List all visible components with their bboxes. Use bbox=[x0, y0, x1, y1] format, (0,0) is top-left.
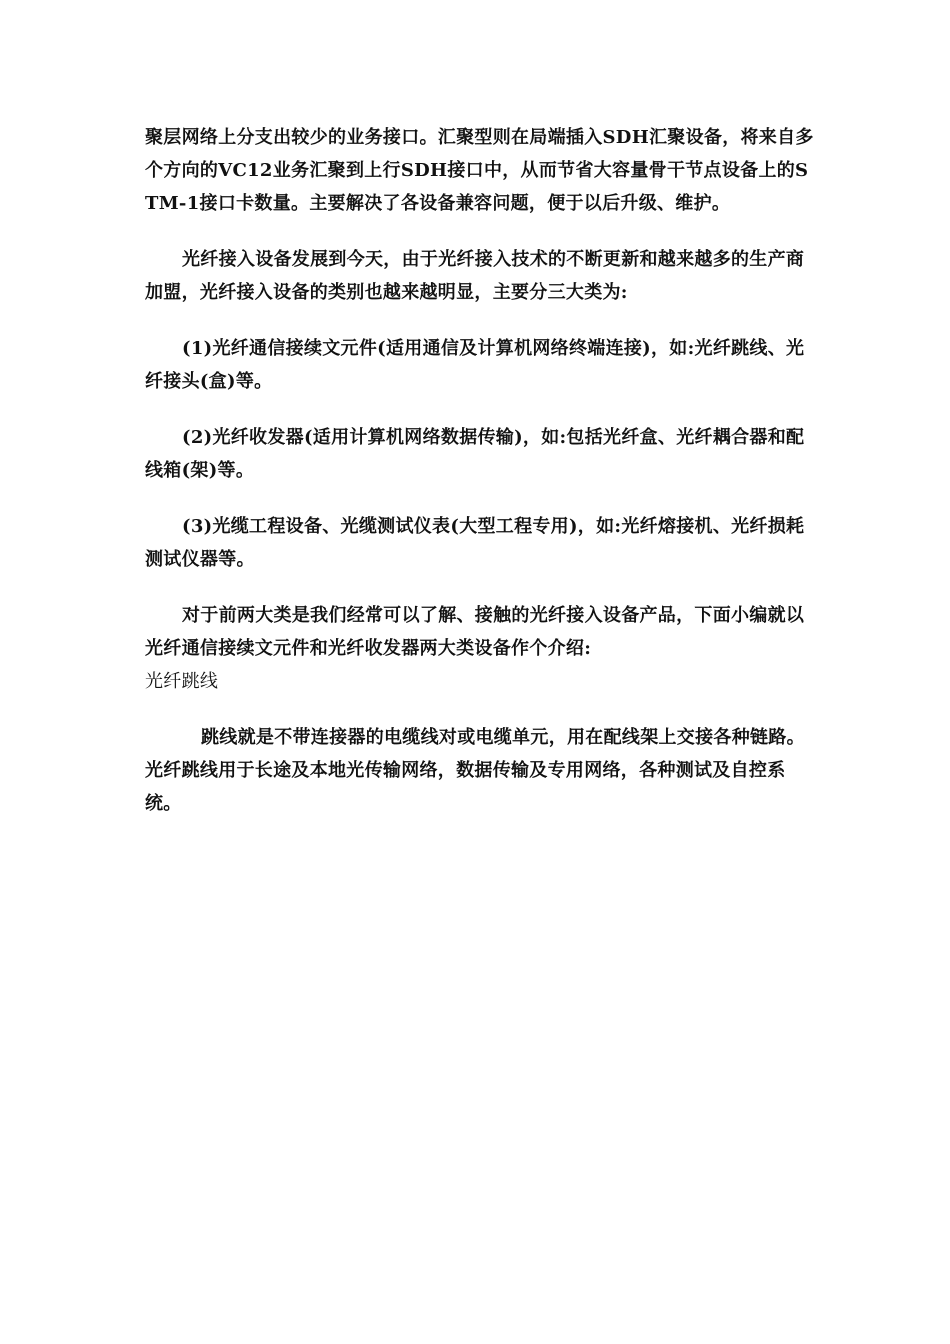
paragraph-category-3: (3)光缆工程设备、光缆测试仪表(大型工程专用)，如:光纤熔接机、光纤损耗测试仪器等。 bbox=[145, 516, 805, 570]
paragraph-device-categories-intro: 光纤接入设备发展到今天，由于光纤接入技术的不断更新和越来越多的生产商加盟，光纤接入设备的类别也越来越明显，主要分三大类为: bbox=[145, 249, 805, 303]
paragraph-introduction: 对于前两大类是我们经常可以了解、接触的光纤接入设备产品，下面小编就以光纤通信接续文元件和光纤收发器两大类设备作个介绍: bbox=[145, 605, 805, 659]
paragraph-patch-cord-definition: 跳线就是不带连接器的电缆线对或电缆单元，用在配线架上交接各种链路。光纤跳线用于长途及本地光传输网络，数据传输及专用网络，各种测试及自控系统。 bbox=[145, 727, 805, 814]
paragraph-category-1: (1)光纤通信接续文元件(适用通信及计算机网络终端连接)，如:光纤跳线、光纤接头(盒)等。 bbox=[145, 338, 805, 392]
paragraph-aggregation-interface: 聚层网络上分支出较少的业务接口。汇聚型则在局端插入SDH汇聚设备，将来自多个方向的VC12业务汇聚到上行SDH接口中，从而节省大容量骨干节点设备上的STM-1接口卡数量。主要解决了各设备兼容问题，便于以后升级、维护。 bbox=[145, 127, 814, 214]
paragraph-category-2: (2)光纤收发器(适用计算机网络数据传输)，如:包括光纤盒、光纤耦合器和配线箱(架)等。 bbox=[145, 427, 805, 481]
section-heading-fiber-patch-cord: 光纤跳线 bbox=[145, 671, 219, 692]
document-body bbox=[145, 121, 815, 820]
